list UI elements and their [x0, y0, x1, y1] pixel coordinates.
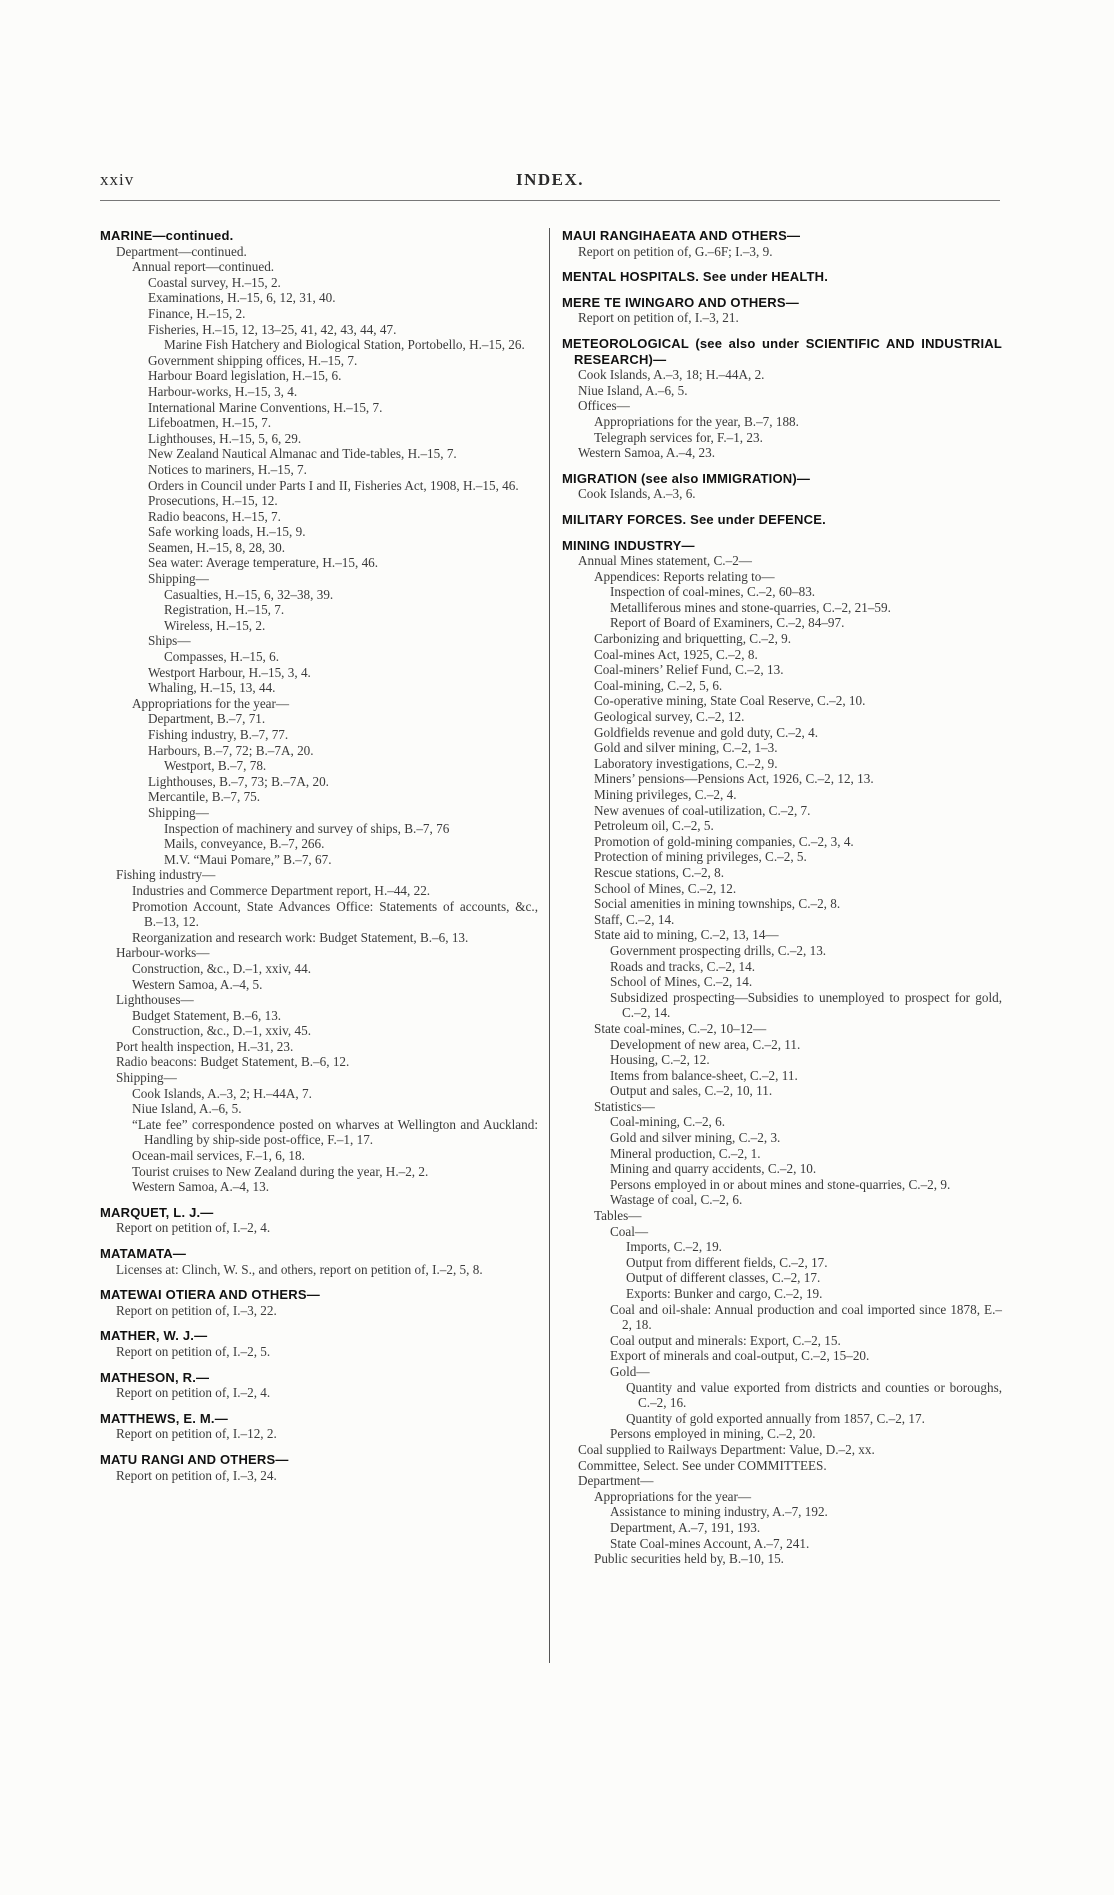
entry-subline: Sea water: Average temperature, H.–15, 46.: [148, 555, 379, 571]
entry-subline: Report on petition of, I.–2, 5.: [116, 1343, 271, 1359]
index-entry: [100, 1246, 538, 1277]
index-entry: [100, 1370, 538, 1401]
entry-heading: MENTAL HOSPITALS. See under HEALTH.: [562, 269, 829, 285]
entry-subline: Wastage of coal, C.–2, 6.: [610, 1192, 743, 1208]
index-entry: [562, 471, 1002, 502]
entry-subline: Department, A.–7, 191, 193.: [610, 1519, 761, 1535]
entry-subline: Cook Islands, A.–3, 2; H.–44A, 7.: [132, 1085, 312, 1101]
index-entry: [562, 228, 1002, 259]
running-title: INDEX.: [515, 170, 585, 189]
index-entry: [100, 1328, 538, 1359]
entry-subline: Coastal survey, H.–15, 2.: [148, 274, 281, 290]
entry-subline: Examinations, H.–15, 6, 12, 31, 40.: [148, 290, 336, 306]
entry-subline: Industries and Commerce Department report, H.–44, 22.: [132, 882, 431, 898]
entry-subline: Report on petition of, I.–2, 4.: [116, 1385, 271, 1401]
entry-subline: Mining privileges, C.–2, 4.: [594, 787, 737, 802]
entry-subline: Output of different classes, C.–2, 17.: [626, 1270, 821, 1286]
entry-subline: State Coal-mines Account, A.–7, 241.: [610, 1535, 810, 1551]
entry-subline: Safe working loads, H.–15, 9.: [148, 524, 306, 540]
entry-subline: State coal-mines, C.–2, 10–12—: [594, 1020, 767, 1036]
entry-subline: Lighthouses, H.–15, 5, 6, 29.: [148, 430, 302, 446]
entry-subline: Exports: Bunker and cargo, C.–2, 19.: [626, 1286, 823, 1301]
entry-subline: Promotion of gold-mining companies, C.–2, 3, 4.: [594, 833, 854, 849]
entry-subline: Harbour Board legislation, H.–15, 6.: [148, 368, 342, 384]
entry-subline: Coal-mining, C.–2, 6.: [610, 1114, 726, 1130]
index-entry: [100, 1205, 538, 1236]
entry-subline: Government shipping offices, H.–15, 7.: [148, 352, 358, 368]
entry-subline: Co-operative mining, State Coal Reserve, C.–2, 10.: [594, 693, 866, 709]
entry-subline: Whaling, H.–15, 13, 44.: [148, 680, 276, 696]
entry-subline: Coal-miners’ Relief Fund, C.–2, 13.: [594, 662, 784, 678]
entry-subline: Fishing industry—: [116, 867, 216, 883]
entry-subline: Fishing industry, B.–7, 77.: [148, 727, 289, 742]
entry-subline: Protection of mining privileges, C.–2, 5.: [594, 849, 807, 865]
entry-subline: Tourist cruises to New Zealand during the year, H.–2, 2.: [132, 1163, 429, 1179]
entry-subline: Metalliferous mines and stone-quarries, C.–2, 21–59.: [610, 599, 891, 615]
entry-subline: School of Mines, C.–2, 12.: [594, 880, 737, 896]
index-column-right: [562, 228, 1002, 1577]
entry-subline: Westport, B.–7, 78.: [164, 758, 267, 774]
entry-subline: Coal—: [610, 1223, 649, 1239]
entry-subline: Gold—: [610, 1363, 650, 1379]
entry-subline: Inspection of machinery and survey of ships, B.–7, 76: [164, 820, 450, 836]
entry-subline: Lighthouses, B.–7, 73; B.–7A, 20.: [148, 773, 329, 789]
entry-subline: Tables—: [594, 1208, 642, 1224]
entry-subline: Department, B.–7, 71.: [148, 711, 266, 727]
entry-subline: Public securities held by, B.–10, 15.: [594, 1551, 784, 1567]
entry-subline: Report of Board of Examiners, C.–2, 84–97.: [610, 615, 845, 631]
entry-subline: Wireless, H.–15, 2.: [164, 617, 266, 633]
entry-subline: Gold and silver mining, C.–2, 3.: [610, 1130, 781, 1146]
header-rule: [100, 200, 1000, 201]
entry-subline: State aid to mining, C.–2, 13, 14—: [594, 927, 779, 943]
entry-subline: Seamen, H.–15, 8, 28, 30.: [148, 539, 285, 555]
entry-subline: Cook Islands, A.–3, 6.: [578, 486, 696, 502]
entry-subline: Subsidized prospecting—Subsidies to unemployed to prospect for gold, C.–2, 14.: [610, 989, 1002, 1021]
entry-subline: Shipping—: [148, 571, 209, 587]
entry-subline: School of Mines, C.–2, 14.: [610, 974, 753, 990]
entry-subline: Promotion Account, State Advances Office: Statements of accounts, &c., B.–13, 12.: [132, 898, 538, 930]
entry-subline: Harbour-works—: [116, 945, 210, 961]
entry-subline: Annual report—continued.: [132, 259, 275, 275]
entry-subline: Department—continued.: [116, 243, 247, 259]
entry-heading: MATHESON, R.—: [100, 1369, 210, 1385]
entry-subline: Committee, Select. See under COMMITTEES.: [578, 1457, 827, 1473]
index-entry: [562, 269, 1002, 285]
entry-subline: Quantity and value exported from districts and counties or boroughs, C.–2, 16.: [626, 1379, 1002, 1411]
entry-heading: MATTHEWS, E. M.—: [100, 1410, 228, 1426]
entry-subline: Marine Fish Hatchery and Biological Station, Portobello, H.–15, 26.: [164, 337, 525, 353]
page-number: xxiv: [100, 170, 135, 189]
entry-subline: Shipping—: [148, 804, 209, 820]
entry-heading: MERE TE IWINGARO AND OTHERS—: [562, 294, 799, 310]
entry-subline: International Marine Conventions, H.–15, 7.: [148, 399, 383, 415]
entry-subline: Licenses at: Clinch, W. S., and others, report on petition of, I.–2, 5, 8.: [116, 1261, 483, 1277]
entry-subline: Report on petition of, I.–3, 24.: [116, 1467, 277, 1483]
entry-subline: Budget Statement, B.–6, 13.: [132, 1007, 282, 1023]
entry-subline: M.V. “Maui Pomare,” B.–7, 67.: [164, 851, 332, 867]
entry-subline: Ocean-mail services, F.–1, 6, 18.: [132, 1148, 305, 1164]
entry-subline: Coal-mines Act, 1925, C.–2, 8.: [594, 646, 758, 662]
entry-subline: Radio beacons: Budget Statement, B.–6, 12.: [116, 1054, 350, 1070]
entry-subline: Coal and oil-shale: Annual production and coal imported since 1878, E.–2, 18.: [610, 1301, 1002, 1333]
entry-subline: Report on petition of, I.–12, 2.: [116, 1426, 277, 1442]
entry-subline: Appropriations for the year—: [132, 695, 290, 711]
entry-subline: Radio beacons, H.–15, 7.: [148, 508, 281, 524]
entry-subline: Construction, &c., D.–1, xxiv, 44.: [132, 960, 311, 976]
entry-heading: MAUI RANGIHAEATA AND OTHERS—: [562, 228, 801, 243]
entry-subline: Niue Island, A.–6, 5.: [132, 1101, 242, 1117]
entry-subline: “Late fee” correspondence posted on wharves at Wellington and Auckland: Handling by ship-side post-office, F.–1, 17.: [132, 1116, 538, 1148]
entry-subline: Port health inspection, H.–31, 23.: [116, 1038, 294, 1054]
entry-subline: Harbour-works, H.–15, 3, 4.: [148, 383, 298, 399]
entry-heading: MATHER, W. J.—: [100, 1328, 208, 1344]
index-entry: [562, 295, 1002, 326]
entry-subline: Appropriations for the year—: [594, 1488, 752, 1504]
entry-subline: Ships—: [148, 633, 191, 649]
entry-subline: Report on petition of, I.–3, 22.: [116, 1302, 277, 1318]
entry-subline: Appropriations for the year, B.–7, 188.: [594, 413, 799, 429]
entry-subline: Geological survey, C.–2, 12.: [594, 709, 745, 725]
entry-subline: Harbours, B.–7, 72; B.–7A, 20.: [148, 742, 314, 758]
entry-subline: Statistics—: [594, 1098, 655, 1114]
entry-subline: New avenues of coal-utilization, C.–2, 7.: [594, 802, 811, 818]
entry-subline: Western Samoa, A.–4, 13.: [132, 1179, 270, 1195]
entry-subline: Reorganization and research work: Budget Statement, B.–6, 13.: [132, 929, 469, 945]
entry-subline: Assistance to mining industry, A.–7, 192.: [610, 1504, 828, 1520]
entry-subline: Telegraph services for, F.–1, 23.: [594, 429, 763, 445]
index-entry: [100, 1452, 538, 1483]
index-entry: [100, 228, 538, 1195]
entry-subline: Mineral production, C.–2, 1.: [610, 1145, 761, 1161]
entry-subline: Carbonizing and briquetting, C.–2, 9.: [594, 631, 792, 647]
entry-subline: Department—: [578, 1473, 654, 1489]
entry-subline: Gold and silver mining, C.–2, 1–3.: [594, 740, 778, 756]
entry-subline: Finance, H.–15, 2.: [148, 305, 246, 321]
entry-subline: Report on petition of, I.–3, 21.: [578, 310, 739, 326]
entry-heading: MATU RANGI AND OTHERS—: [100, 1451, 289, 1467]
entry-subline: Government prospecting drills, C.–2, 13.: [610, 942, 827, 958]
entry-subline: Mercantile, B.–7, 75.: [148, 789, 261, 805]
entry-subline: Lighthouses—: [116, 992, 194, 1008]
index-entry: [100, 1411, 538, 1442]
entry-subline: Mining and quarry accidents, C.–2, 10.: [610, 1161, 817, 1177]
entry-subline: Mails, conveyance, B.–7, 266.: [164, 836, 325, 852]
entry-subline: Notices to mariners, H.–15, 7.: [148, 461, 307, 477]
entry-subline: Development of new area, C.–2, 11.: [610, 1036, 801, 1052]
entry-subline: Coal output and minerals: Export, C.–2, 15.: [610, 1332, 841, 1348]
entry-heading: MATAMATA—: [100, 1246, 187, 1261]
entry-subline: Persons employed in mining, C.–2, 20.: [610, 1426, 816, 1442]
entry-heading: MATEWAI OTIERA AND OTHERS—: [100, 1287, 320, 1303]
entry-heading: METEOROLOGICAL (see also under SCIENTIFIC AND INDUSTRIAL RESEARCH)—: [562, 335, 1002, 367]
entry-heading: MARQUET, L. J.—: [100, 1204, 214, 1220]
entry-subline: Output and sales, C.–2, 10, 11.: [610, 1083, 773, 1099]
entry-subline: Miners’ pensions—Pensions Act, 1926, C.–2, 12, 13.: [594, 771, 874, 787]
entry-subline: Annual Mines statement, C.–2—: [578, 553, 752, 569]
page-header: [100, 170, 1000, 192]
entry-subline: Western Samoa, A.–4, 23.: [578, 445, 716, 461]
column-divider: [549, 228, 550, 1663]
entry-subline: Rescue stations, C.–2, 8.: [594, 864, 725, 880]
entry-subline: Casualties, H.–15, 6, 32–38, 39.: [164, 586, 334, 602]
entry-subline: Persons employed in or about mines and stone-quarries, C.–2, 9.: [610, 1176, 951, 1192]
entry-subline: Staff, C.–2, 14.: [594, 911, 675, 927]
entry-heading: MILITARY FORCES. See under DEFENCE.: [562, 511, 826, 527]
entry-subline: Offices—: [578, 398, 630, 414]
entry-subline: Prosecutions, H.–15, 12.: [148, 493, 278, 509]
entry-subline: New Zealand Nautical Almanac and Tide-tables, H.–15, 7.: [148, 446, 457, 462]
entry-subline: Construction, &c., D.–1, xxiv, 45.: [132, 1023, 311, 1039]
entry-subline: Shipping—: [116, 1070, 177, 1086]
entry-subline: Roads and tracks, C.–2, 14.: [610, 958, 756, 974]
entry-subline: Westport Harbour, H.–15, 3, 4.: [148, 664, 311, 680]
entry-subline: Lifeboatmen, H.–15, 7.: [148, 415, 272, 431]
entry-subline: Petroleum oil, C.–2, 5.: [594, 818, 714, 834]
entry-subline: Coal supplied to Railways Department: Value, D.–2, xx.: [578, 1441, 875, 1457]
entry-subline: Imports, C.–2, 19.: [626, 1239, 722, 1255]
entry-heading: MIGRATION (see also IMMIGRATION)—: [562, 470, 811, 486]
entry-subline: Western Samoa, A.–4, 5.: [132, 976, 263, 992]
entry-subline: Coal-mining, C.–2, 5, 6.: [594, 677, 723, 693]
entry-subline: Items from balance-sheet, C.–2, 11.: [610, 1067, 798, 1083]
entry-subline: Cook Islands, A.–3, 18; H.–44A, 2.: [578, 367, 765, 383]
entry-subline: Orders in Council under Parts I and II, Fisheries Act, 1908, H.–15, 46.: [148, 477, 519, 493]
entry-heading: MARINE—continued.: [100, 228, 234, 243]
entry-subline: Quantity of gold exported annually from 1857, C.–2, 17.: [626, 1410, 925, 1426]
entry-subline: Compasses, H.–15, 6.: [164, 649, 280, 665]
entry-subline: Output from different fields, C.–2, 17.: [626, 1254, 828, 1270]
index-entry: [562, 512, 1002, 528]
entry-subline: Inspection of coal-mines, C.–2, 60–83.: [610, 584, 816, 600]
entry-subline: Report on petition of, G.–6F; I.–3, 9.: [578, 243, 773, 259]
index-entry: [562, 538, 1002, 1567]
entry-subline: Niue Island, A.–6, 5.: [578, 382, 688, 398]
entry-subline: Report on petition of, I.–2, 4.: [116, 1220, 271, 1236]
index-column-left: [100, 228, 538, 1493]
index-entry: [562, 336, 1002, 461]
entry-subline: Registration, H.–15, 7.: [164, 602, 285, 618]
index-entry: [100, 1287, 538, 1318]
entry-subline: Laboratory investigations, C.–2, 9.: [594, 755, 778, 771]
entry-subline: Social amenities in mining townships, C.–2, 8.: [594, 896, 841, 912]
entry-subline: Appendices: Reports relating to—: [594, 568, 775, 584]
entry-subline: Export of minerals and coal-output, C.–2, 15–20.: [610, 1348, 870, 1364]
entry-subline: Fisheries, H.–15, 12, 13–25, 41, 42, 43, 44, 47.: [148, 321, 397, 337]
entry-subline: Goldfields revenue and gold duty, C.–2, 4.: [594, 724, 819, 740]
entry-subline: Housing, C.–2, 12.: [610, 1052, 710, 1068]
entry-heading: MINING INDUSTRY—: [562, 537, 695, 553]
